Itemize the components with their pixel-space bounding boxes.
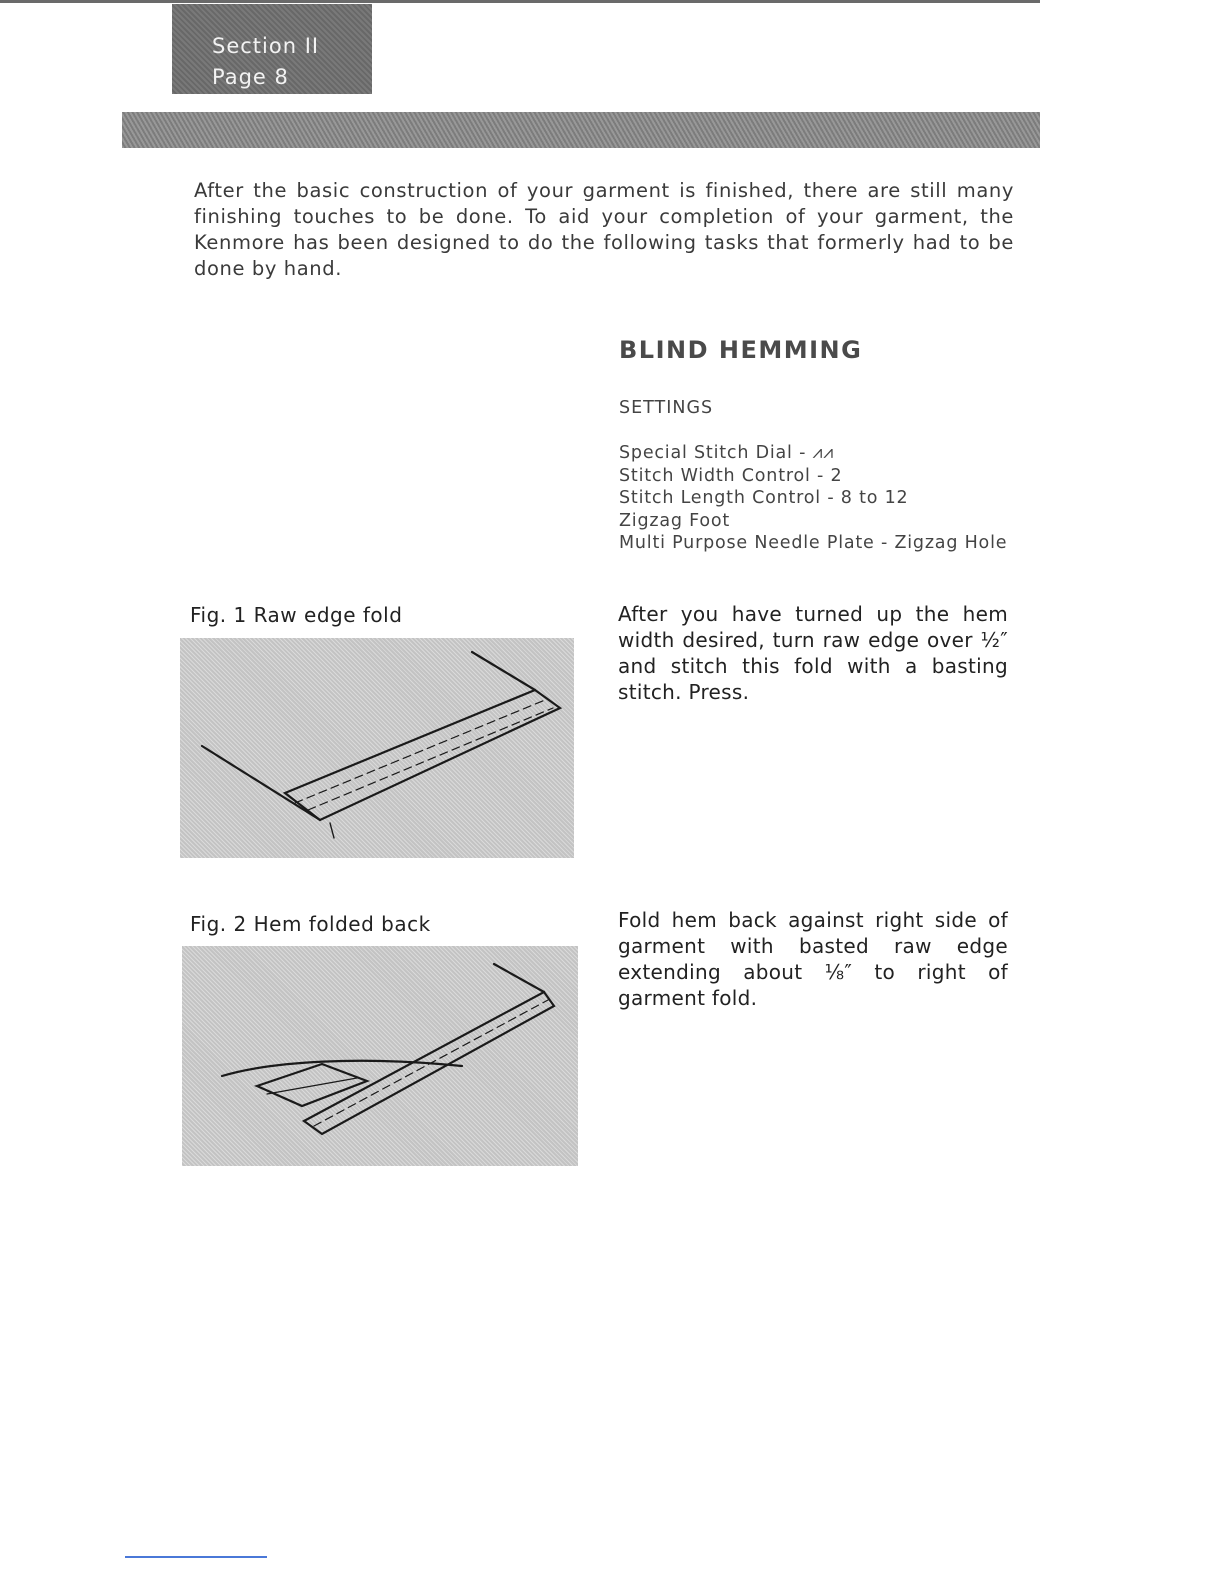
fig2-caption: Fig. 2 Hem folded back [190, 912, 431, 936]
setting-special-stitch-dial: Special Stitch Dial - ⩘⩘ [619, 443, 834, 463]
fig1-caption: Fig. 1 Raw edge fold [190, 603, 403, 627]
fig2-illustration [182, 946, 578, 1166]
page-label: Page 8 [212, 65, 289, 89]
setting-stitch-length: Stitch Length Control - 8 to 12 [619, 488, 909, 508]
hem-folded-back-drawing [182, 946, 578, 1166]
setting-stitch-width: Stitch Width Control - 2 [619, 465, 843, 486]
raw-edge-fold-drawing [180, 638, 574, 858]
section-heading: BLIND HEMMING [619, 336, 863, 364]
section-badge [172, 4, 372, 94]
setting-foot: Zigzag Foot [619, 510, 731, 531]
setting-needle-plate: Multi Purpose Needle Plate - Zigzag Hole [619, 533, 1008, 553]
top-rule [0, 0, 1040, 3]
intro-paragraph: After the basic construction of your garment is finished, there are still many finishing touches to be done. To aid your completion of your garment, the Kenmore has been designed to do the following tasks that formerly had to be done by hand. [194, 179, 1014, 280]
bottom-rule [125, 1556, 267, 1558]
settings-list [619, 442, 1007, 555]
settings-label: SETTINGS [619, 398, 714, 418]
header-banner [122, 112, 1040, 148]
fig1-instructions: After you have turned up the hem width desired, turn raw edge over ½″ and stitch this fold with a basting stitch. Press. [618, 602, 1008, 704]
section-label: Section II [212, 34, 320, 58]
fig1-illustration [180, 638, 574, 858]
fig2-instructions: Fold hem back against right side of garment with basted raw edge extending about ⅛″ to right of garment fold. [618, 908, 1008, 1010]
